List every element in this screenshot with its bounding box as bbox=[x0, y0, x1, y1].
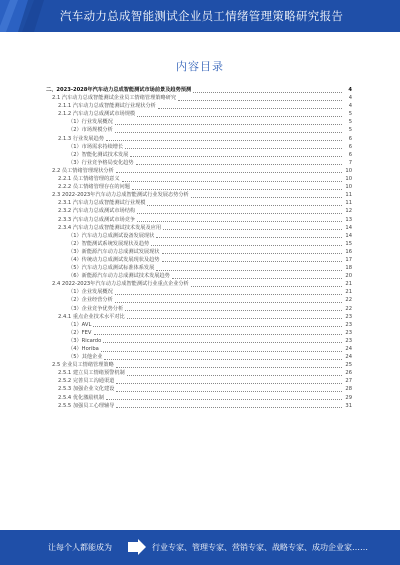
toc-entry-page: 4 bbox=[348, 95, 352, 102]
toc-leader-dots bbox=[137, 221, 342, 222]
toc-entry-title: （1）行业发展概况 bbox=[68, 119, 113, 126]
toc-leader-dots bbox=[191, 197, 342, 198]
toc-entry[interactable] bbox=[46, 377, 352, 385]
footer-banner bbox=[0, 530, 400, 565]
toc-entry-page: 17 bbox=[345, 256, 352, 263]
toc-entry[interactable] bbox=[46, 321, 352, 329]
toc-leader-dots bbox=[93, 326, 342, 327]
toc-leader-dots bbox=[172, 278, 342, 279]
toc-leader-dots bbox=[130, 156, 342, 157]
toc-entry-page: 16 bbox=[345, 248, 352, 255]
toc-entry[interactable] bbox=[46, 191, 352, 199]
toc-leader-dots bbox=[104, 359, 342, 360]
toc-leader-dots bbox=[103, 342, 342, 343]
toc-leader-dots bbox=[116, 367, 342, 368]
toc-entry-title: 2.4.1 重点企业技术水平对比 bbox=[58, 313, 125, 320]
toc-leader-dots bbox=[156, 237, 342, 238]
toc-entry-title: 二、2023-2028年汽车动力总成智能测试市场前景及趋势预测 bbox=[46, 87, 192, 93]
toc-entry-page: 15 bbox=[345, 240, 352, 247]
toc-entry-title: 2.4 2022-2023年汽车动力总成智能测试行业重点企业分析 bbox=[52, 281, 189, 288]
toc-entry-page: 24 bbox=[345, 354, 352, 361]
toc-entry-page: 4 bbox=[348, 103, 352, 110]
toc-entry[interactable] bbox=[46, 394, 352, 402]
toc-entry-title: （5）汽车动力总成测试标准体系发展 bbox=[68, 265, 155, 272]
toc-entry[interactable] bbox=[46, 361, 352, 369]
toc-entry[interactable] bbox=[46, 159, 352, 167]
toc-entry-page: 26 bbox=[345, 370, 352, 377]
toc-entry-page: 12 bbox=[345, 208, 352, 215]
toc-entry-title: 2.5.4 优化激励机制 bbox=[58, 394, 104, 401]
toc-leader-dots bbox=[115, 132, 342, 133]
toc-entry-page: 13 bbox=[345, 216, 352, 223]
toc-entry-page: 27 bbox=[345, 378, 352, 385]
toc-entry-title: 2.5.3 加强企业文化建设 bbox=[58, 386, 115, 393]
toc-entry[interactable] bbox=[46, 207, 352, 215]
toc-entry[interactable] bbox=[46, 369, 352, 377]
toc-entry[interactable] bbox=[46, 240, 352, 248]
toc-entry-page: 22 bbox=[345, 305, 352, 312]
toc-entry-title: 2.1 汽车动力总成智能测试企业员工情绪管理策略研究 bbox=[52, 95, 177, 102]
toc-entry-title: （1）企业发展概况 bbox=[68, 289, 113, 296]
toc-entry-page: 22 bbox=[345, 297, 352, 304]
toc-entry-page: 31 bbox=[345, 402, 352, 409]
toc-entry[interactable] bbox=[46, 216, 352, 224]
toc-leader-dots bbox=[127, 375, 342, 376]
toc-entry-title: （1）市场需求持续增长 bbox=[68, 143, 124, 150]
toc-entry[interactable] bbox=[46, 175, 352, 183]
toc-leader-dots bbox=[106, 399, 342, 400]
toc-entry-title: 2.5.5 加强员工心理辅导 bbox=[58, 402, 115, 409]
toc-entry[interactable] bbox=[46, 385, 352, 393]
toc-entry[interactable] bbox=[46, 151, 352, 159]
toc-leader-dots bbox=[191, 286, 342, 287]
toc-entry-title: 2.1.2 汽车动力总成测试市场规模 bbox=[58, 111, 136, 118]
toc-entry-page: 11 bbox=[345, 200, 352, 207]
toc-entry[interactable] bbox=[46, 353, 352, 361]
toc-entry-page: 24 bbox=[345, 346, 352, 352]
toc-entry-page: 10 bbox=[345, 167, 352, 174]
toc-entry-title: 2.3 2022-2023年汽车动力总成智能测试行业发展态势分析 bbox=[52, 192, 189, 199]
toc-leader-dots bbox=[125, 310, 342, 311]
toc-entry-title: 2.1.1 汽车动力总成智能测试行业现状分析 bbox=[58, 103, 156, 110]
toc-entry-title: （5）其他企业 bbox=[68, 354, 103, 361]
toc-entry[interactable] bbox=[46, 102, 352, 110]
toc-entry-page: 5 bbox=[348, 127, 352, 134]
toc-entry-title: （2）FEV bbox=[68, 329, 92, 336]
toc-entry[interactable] bbox=[46, 345, 352, 353]
toc-entry-title: 2.5.2 完善员工沟通渠道 bbox=[58, 378, 115, 385]
toc-entry[interactable] bbox=[46, 167, 352, 175]
toc-leader-dots bbox=[116, 383, 342, 384]
toc-entry-page: 23 bbox=[345, 329, 352, 336]
toc-leader-dots bbox=[178, 100, 342, 101]
toc-entry-title: （3）行业竞争格局变化趋势 bbox=[68, 159, 134, 166]
toc-entry-title: 2.2.1 员工情绪管理的意义 bbox=[58, 176, 120, 183]
toc-entry-title: （3）企业竞争优势分析 bbox=[68, 305, 124, 312]
toc-entry-title: （2）智能测试系统发展现状及趋势 bbox=[68, 240, 150, 247]
toc-leader-dots bbox=[125, 148, 342, 149]
toc-entry-page: 21 bbox=[345, 281, 352, 288]
toc-entry-page: 4 bbox=[348, 87, 352, 93]
toc-entry[interactable] bbox=[46, 224, 352, 232]
toc-entry-page: 6 bbox=[348, 151, 352, 158]
toc-entry-title: （2）智能化测试技术发展 bbox=[68, 151, 129, 158]
toc-entry-page: 29 bbox=[345, 394, 352, 401]
toc-entry-page: 5 bbox=[348, 119, 352, 126]
toc-leader-dots bbox=[162, 261, 343, 262]
toc-entry[interactable] bbox=[46, 118, 352, 126]
toc-entry-page: 6 bbox=[348, 135, 352, 142]
footer-lead-text: 让每个人都能成为 bbox=[48, 543, 112, 552]
toc-leader-dots bbox=[151, 245, 342, 246]
arrow-right-icon bbox=[128, 539, 146, 555]
toc-entry-title: （1）AVL bbox=[68, 321, 92, 328]
report-title: 汽车动力总成智能测试企业员工情绪管理策略研究报告 bbox=[60, 9, 344, 23]
toc-entry[interactable] bbox=[46, 199, 352, 207]
toc-entry[interactable] bbox=[46, 256, 352, 264]
toc-entry-page: 23 bbox=[345, 321, 352, 328]
toc-entry[interactable] bbox=[46, 329, 352, 337]
footer-roles-text: 行业专家、管理专家、营销专家、战略专家、成功企业家…… bbox=[152, 543, 368, 552]
toc-entry-title: 2.3.4 汽车动力总成智能测试技术发展及应用 bbox=[58, 224, 162, 231]
toc-entry-title: （2）市场规模分析 bbox=[68, 127, 113, 134]
toc-entry-page: 28 bbox=[345, 386, 352, 393]
toc-entry-page: 23 bbox=[345, 337, 352, 344]
toc-entry[interactable] bbox=[46, 110, 352, 118]
toc-entry-title: 2.3.3 汽车动力总成测试市场竞争 bbox=[58, 216, 136, 223]
toc-entry-page: 5 bbox=[348, 111, 352, 118]
toc-leader-dots bbox=[115, 294, 342, 295]
toc-entry-page: 14 bbox=[345, 224, 352, 231]
toc-entry-page: 10 bbox=[345, 176, 352, 183]
toc-entry-title: 2.5.1 建立员工情绪预警机制 bbox=[58, 370, 125, 377]
toc-entry[interactable] bbox=[46, 280, 352, 288]
toc-entry-title: 2.2.2 员工情绪管理存在的问题 bbox=[58, 184, 130, 191]
toc-leader-dots bbox=[158, 108, 342, 109]
toc-entry-title: （3）新能源汽车动力总成测试发展现状 bbox=[68, 248, 160, 255]
toc-leader-dots bbox=[101, 351, 342, 352]
toc-entry-title: （2）企业经营分析 bbox=[68, 297, 113, 304]
toc-entry[interactable] bbox=[46, 305, 352, 313]
toc-entry-title: （3）Ricardo bbox=[68, 337, 102, 344]
toc-entry[interactable] bbox=[46, 264, 352, 272]
toc-entry-page: 7 bbox=[348, 159, 352, 166]
toc-entry-title: 2.2 员工情绪管理现状分析 bbox=[52, 167, 114, 174]
toc-entry-page: 20 bbox=[345, 273, 352, 280]
toc-entry-title: 2.5 企业员工情绪管理策略 bbox=[52, 362, 114, 369]
toc-entry-page: 18 bbox=[345, 265, 352, 272]
toc-leader-dots bbox=[106, 140, 342, 141]
toc-leader-dots bbox=[136, 164, 342, 165]
toc-entry-page: 21 bbox=[345, 289, 352, 296]
toc-entry[interactable] bbox=[46, 86, 352, 94]
toc-leader-dots bbox=[122, 181, 342, 182]
toc-leader-dots bbox=[115, 124, 342, 125]
toc-entry-title: （1）汽车动力总成测试设备发展现状 bbox=[68, 232, 155, 239]
toc-entry[interactable] bbox=[46, 272, 352, 280]
toc-entry[interactable] bbox=[46, 288, 352, 296]
toc-leader-dots bbox=[193, 92, 342, 93]
toc-entry[interactable] bbox=[46, 296, 352, 304]
toc-leader-dots bbox=[132, 189, 342, 190]
toc-leader-dots bbox=[116, 172, 342, 173]
toc-leader-dots bbox=[156, 270, 342, 271]
toc-entry[interactable] bbox=[46, 94, 352, 102]
toc-entry-page: 11 bbox=[345, 192, 352, 199]
toc-entry-title: （6）新能源汽车动力总成测试技术发展趋势 bbox=[68, 273, 170, 280]
toc-entry-page: 25 bbox=[345, 362, 352, 369]
toc-leader-dots bbox=[137, 116, 342, 117]
toc-entry-title: （4）Horiba bbox=[68, 346, 99, 352]
toc-entry[interactable] bbox=[46, 402, 352, 410]
toc-entry[interactable] bbox=[46, 337, 352, 345]
toc-entry-page: 23 bbox=[345, 313, 352, 320]
toc-entry-title: 2.3.1 汽车动力总成智能测试行业规模 bbox=[58, 200, 146, 207]
toc-entry[interactable] bbox=[46, 232, 352, 240]
toc-entry-page: 14 bbox=[345, 232, 352, 239]
toc-entry[interactable] bbox=[46, 126, 352, 134]
toc-entry-title: 2.1.3 行业发展趋势 bbox=[58, 135, 104, 142]
toc-leader-dots bbox=[94, 334, 343, 335]
toc-entry-title: （4）传统动力总成测试发展现状及趋势 bbox=[68, 256, 160, 263]
toc-entry-title: 2.3.2 汽车动力总成测试市场结构 bbox=[58, 208, 136, 215]
toc-list bbox=[46, 86, 352, 410]
toc-leader-dots bbox=[163, 229, 342, 230]
toc-entry[interactable] bbox=[46, 135, 352, 143]
toc-leader-dots bbox=[162, 253, 343, 254]
toc-entry-page: 10 bbox=[345, 184, 352, 191]
toc-leader-dots bbox=[116, 407, 342, 408]
toc-entry[interactable] bbox=[46, 248, 352, 256]
toc-entry-page: 6 bbox=[348, 143, 352, 150]
toc-entry[interactable] bbox=[46, 143, 352, 151]
toc-leader-dots bbox=[127, 318, 342, 319]
toc-entry[interactable] bbox=[46, 183, 352, 191]
toc-leader-dots bbox=[116, 391, 342, 392]
header-banner bbox=[0, 0, 400, 32]
toc-leader-dots bbox=[115, 302, 342, 303]
toc-leader-dots bbox=[147, 205, 342, 206]
toc-leader-dots bbox=[137, 213, 342, 214]
toc-heading: 内容目录 bbox=[176, 60, 224, 73]
toc-entry[interactable] bbox=[46, 313, 352, 321]
